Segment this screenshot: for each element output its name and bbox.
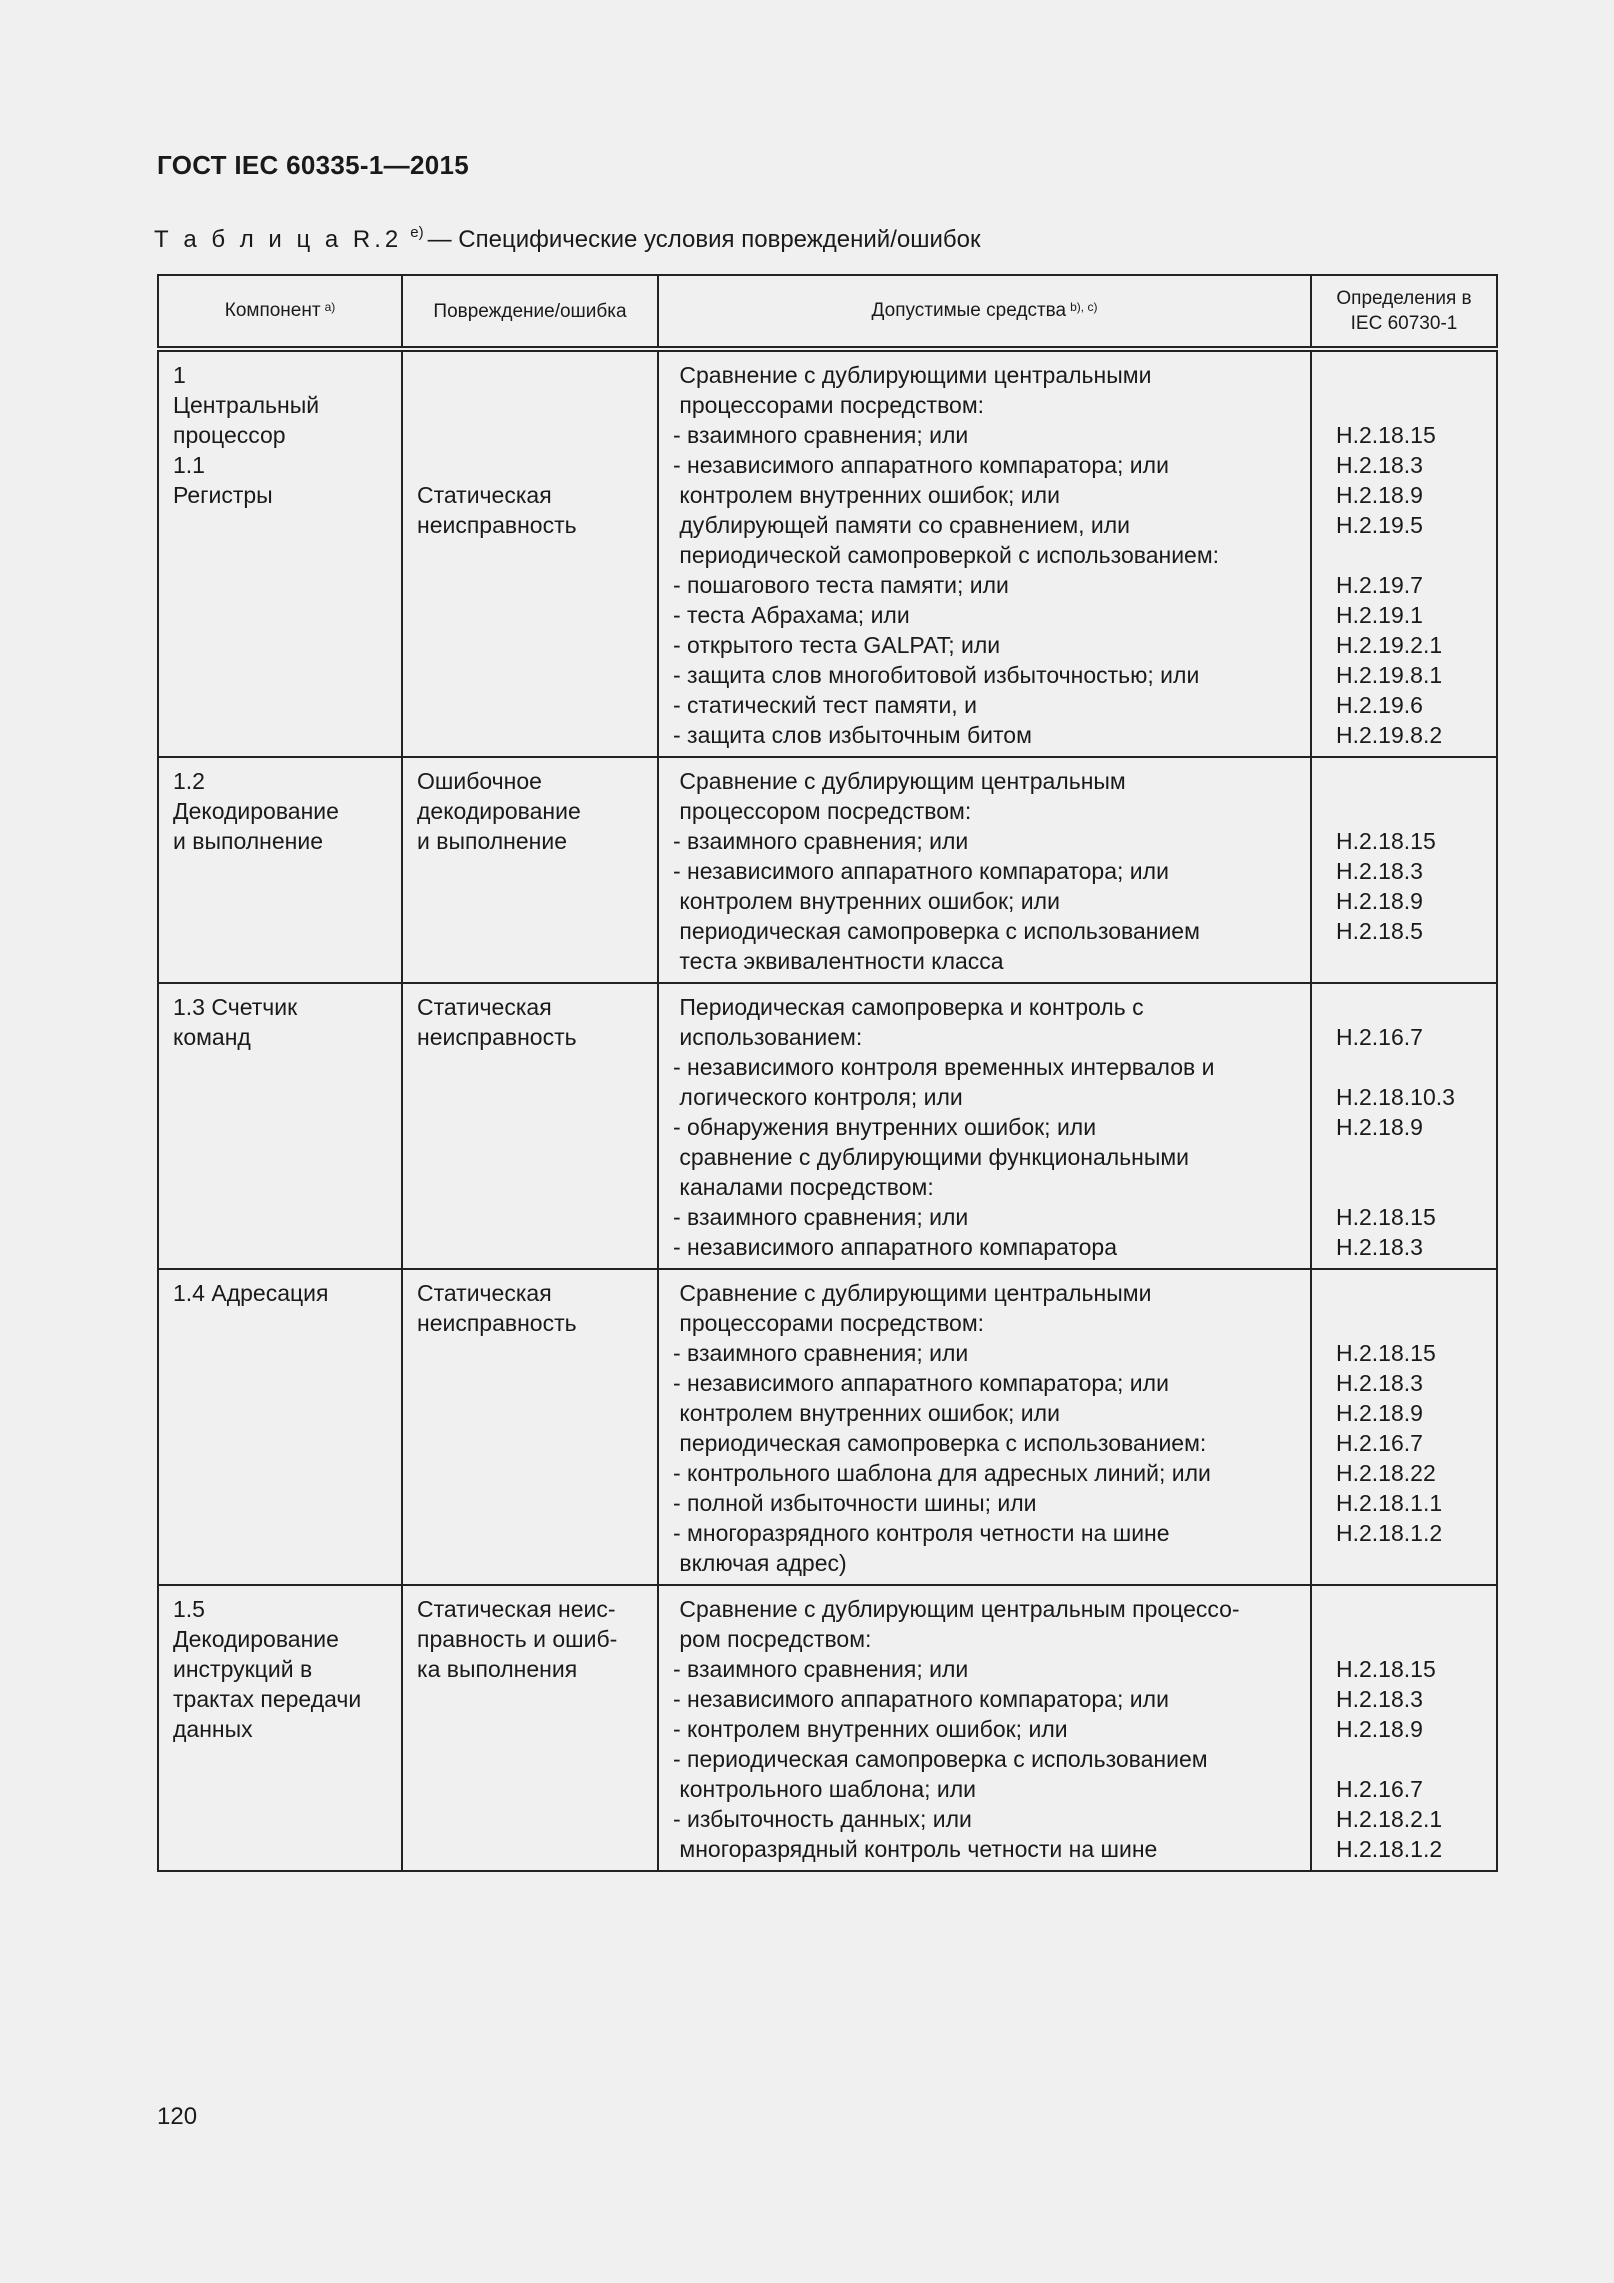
cell-line: Центральный	[173, 392, 320, 418]
table-caption-prefix: Т а б л и ц а R.2	[154, 226, 403, 253]
cell-definitions	[1311, 1269, 1497, 1585]
cell-line: H.2.18.1.2	[1336, 1836, 1443, 1862]
cell-fault	[402, 349, 658, 757]
cell-line: инструкций в	[173, 1656, 313, 1682]
cell-line: Периодическая самопроверка и контроль с	[673, 994, 1144, 1020]
cell-line: - контрольного шаблона для адресных линий; или	[673, 1460, 1211, 1486]
cell-line: теста эквивалентности класса	[673, 948, 1004, 974]
cell-line: 1.1	[173, 452, 205, 478]
cell-line: Статическая	[417, 994, 552, 1020]
cell-line: и выполнение	[173, 828, 323, 854]
cell-line: периодической самопроверкой с использованием:	[673, 542, 1220, 568]
cell-line	[1336, 946, 1482, 976]
cell-line: - обнаружения внутренних ошибок; или	[673, 1114, 1097, 1140]
cell-line: H.2.18.3	[1336, 858, 1423, 884]
cell-line: H.2.18.2.1	[1336, 1806, 1443, 1832]
cell-means	[658, 1269, 1311, 1585]
cell-line: - многоразрядного контроля четности на шине	[673, 1520, 1170, 1546]
table-row	[158, 757, 1497, 983]
cell-line: H.2.18.5	[1336, 918, 1423, 944]
cell-means	[658, 983, 1311, 1269]
cell-line	[1336, 992, 1482, 1022]
cell-line: и выполнение	[417, 828, 567, 854]
cell-line: 1.4 Адресация	[173, 1280, 329, 1306]
cell-line: H.2.16.7	[1336, 1776, 1423, 1802]
cell-line: - защита слов избыточным битом	[673, 722, 1032, 748]
table-row	[158, 983, 1497, 1269]
cell-line: H.2.18.9	[1336, 888, 1423, 914]
cell-line: - независимого аппаратного компаратора; или	[673, 452, 1169, 478]
cell-line: Сравнение с дублирующим центральным процессо-	[673, 1596, 1240, 1622]
cell-line	[1336, 1142, 1482, 1172]
cell-line: 1.3 Счетчик	[173, 994, 298, 1020]
header-definitions: Определения в IEC 60730-1	[1311, 275, 1497, 349]
cell-line: H.2.19.5	[1336, 512, 1423, 538]
cell-line: H.2.19.8.2	[1336, 722, 1443, 748]
cell-line: H.2.19.7	[1336, 572, 1423, 598]
cell-line: 1	[173, 362, 186, 388]
cell-line: H.2.18.22	[1336, 1460, 1436, 1486]
cell-line: каналами посредством:	[673, 1174, 934, 1200]
cell-line: - взаимного сравнения; или	[673, 1204, 969, 1230]
cell-line: - контролем внутренних ошибок; или	[673, 1716, 1068, 1742]
cell-definitions	[1311, 1585, 1497, 1871]
cell-line: H.2.18.3	[1336, 452, 1423, 478]
cell-line: H.2.18.9	[1336, 1400, 1423, 1426]
cell-line: Регистры	[173, 482, 273, 508]
cell-line: - полной избыточности шины; или	[673, 1490, 1037, 1516]
table-body	[158, 349, 1497, 1871]
cell-line	[1336, 390, 1482, 420]
cell-line: H.2.16.7	[1336, 1430, 1423, 1456]
header-component: Компонент $^{a)}$	[158, 275, 402, 349]
cell-component	[158, 1269, 402, 1585]
cell-fault	[402, 983, 658, 1269]
cell-definitions	[1311, 757, 1497, 983]
cell-line: процессорами посредством:	[673, 1310, 985, 1336]
cell-line: H.2.18.10.3	[1336, 1084, 1455, 1110]
cell-line: 1.5	[173, 1596, 205, 1622]
cell-fault	[402, 1585, 658, 1871]
table-caption-title: — Специфические условия повреждений/ошибок	[427, 226, 981, 253]
cell-line	[1336, 1278, 1482, 1308]
cell-line: - периодическая самопроверка с использованием	[673, 1746, 1208, 1772]
cell-line: Ошибочное	[417, 768, 542, 794]
cell-fault	[402, 757, 658, 983]
cell-line: - пошагового теста памяти; или	[673, 572, 1009, 598]
cell-line	[1336, 1624, 1482, 1654]
cell-line	[1336, 1172, 1482, 1202]
cell-line: неисправность	[417, 1024, 577, 1050]
cell-line: H.2.18.15	[1336, 422, 1436, 448]
cell-line: H.2.18.3	[1336, 1234, 1423, 1260]
cell-line: H.2.19.1	[1336, 602, 1423, 628]
cell-line: H.2.18.1.2	[1336, 1520, 1443, 1546]
cell-line: H.2.18.9	[1336, 1114, 1423, 1140]
cell-means	[658, 1585, 1311, 1871]
cell-line: правность и ошиб-	[417, 1626, 618, 1652]
header-fault: Повреждение/ошибка	[402, 275, 658, 349]
document-title: ГОСТ IEC 60335-1—2015	[157, 150, 469, 180]
cell-line: Декодирование	[173, 798, 339, 824]
cell-line: многоразрядный контроль четности на шине	[673, 1836, 1158, 1862]
cell-line: H.2.18.3	[1336, 1370, 1423, 1396]
cell-line: 1.2	[173, 768, 205, 794]
cell-component	[158, 349, 402, 757]
cell-line: H.2.18.3	[1336, 1686, 1423, 1712]
cell-line: использованием:	[673, 1024, 863, 1050]
cell-line: - избыточность данных; или	[673, 1806, 972, 1832]
cell-line: - теста Абрахама; или	[673, 602, 910, 628]
cell-line	[417, 450, 643, 480]
cell-line: Статическая неис-	[417, 1596, 616, 1622]
cell-line: - статический тест памяти, и	[673, 692, 977, 718]
cell-line: - взаимного сравнения; или	[673, 828, 969, 854]
cell-line: H.2.18.15	[1336, 1340, 1436, 1366]
table-row	[158, 349, 1497, 757]
cell-line: H.2.18.1.1	[1336, 1490, 1443, 1516]
cell-line: H.2.19.8.1	[1336, 662, 1443, 688]
page-number: 120	[157, 2103, 198, 2130]
cell-line	[1336, 1308, 1482, 1338]
cell-line: H.2.18.9	[1336, 482, 1423, 508]
cell-component	[158, 983, 402, 1269]
cell-line: Сравнение с дублирующими центральными	[673, 1280, 1152, 1306]
header-means: Допустимые средства $^{b), c)}$	[658, 275, 1311, 349]
cell-line	[1336, 1594, 1482, 1624]
cell-line: контролем внутренних ошибок; или	[673, 482, 1060, 508]
cell-fault	[402, 1269, 658, 1585]
cell-line	[417, 390, 643, 420]
cell-line: H.2.18.9	[1336, 1716, 1423, 1742]
cell-line: - взаимного сравнения; или	[673, 1340, 969, 1366]
cell-line: - открытого теста GALPAT; или	[673, 632, 1001, 658]
cell-line: - взаимного сравнения; или	[673, 422, 969, 448]
cell-line: H.2.19.2.1	[1336, 632, 1443, 658]
cell-line: - независимого аппаратного компаратора; или	[673, 1370, 1169, 1396]
cell-line: процессорами посредством:	[673, 392, 985, 418]
table-row	[158, 1269, 1497, 1585]
cell-line: дублирующей памяти со сравнением, или	[673, 512, 1131, 538]
cell-line	[1336, 766, 1482, 796]
cell-component	[158, 1585, 402, 1871]
table-caption	[154, 226, 980, 254]
cell-line: Статическая	[417, 1280, 552, 1306]
cell-line: периодическая самопроверка с использованием	[673, 918, 1200, 944]
cell-line: H.2.18.15	[1336, 1656, 1436, 1682]
cell-line: H.2.16.7	[1336, 1024, 1423, 1050]
cell-line: H.2.18.15	[1336, 828, 1436, 854]
cell-line: Статическая	[417, 482, 552, 508]
cell-line	[417, 420, 643, 450]
cell-definitions	[1311, 349, 1497, 757]
cell-line: - независимого контроля временных интервалов и	[673, 1054, 1215, 1080]
cell-line: ром посредством:	[673, 1626, 872, 1652]
cell-line: команд	[173, 1024, 251, 1050]
cell-line: декодирование	[417, 798, 581, 824]
cell-means	[658, 757, 1311, 983]
cell-line: трактах передачи	[173, 1686, 362, 1712]
cell-line: неисправность	[417, 1310, 577, 1336]
table-header-row	[158, 275, 1497, 349]
cell-line: - независимого аппаратного компаратора; или	[673, 858, 1169, 884]
cell-line: H.2.18.15	[1336, 1204, 1436, 1230]
cell-line: контролем внутренних ошибок; или	[673, 888, 1060, 914]
spec-table	[157, 274, 1498, 1872]
cell-line	[1336, 796, 1482, 826]
cell-line: Сравнение с дублирующим центральным	[673, 768, 1126, 794]
cell-line: логического контроля; или	[673, 1084, 963, 1110]
cell-line	[1336, 360, 1482, 390]
cell-line	[417, 360, 643, 390]
cell-line	[1336, 1052, 1482, 1082]
cell-line: процессор	[173, 422, 286, 448]
table-caption-note: e)	[410, 224, 424, 241]
cell-line: данных	[173, 1716, 253, 1742]
cell-line: периодическая самопроверка с использованием:	[673, 1430, 1207, 1456]
cell-line: ка выполнения	[417, 1656, 578, 1682]
cell-line: неисправность	[417, 512, 577, 538]
cell-line: сравнение с дублирующими функциональными	[673, 1144, 1190, 1170]
cell-component	[158, 757, 402, 983]
cell-line: - защита слов многобитовой избыточностью; или	[673, 662, 1200, 688]
cell-definitions	[1311, 983, 1497, 1269]
cell-line: Декодирование	[173, 1626, 339, 1652]
cell-means	[658, 349, 1311, 757]
cell-line: контролем внутренних ошибок; или	[673, 1400, 1060, 1426]
cell-line	[1336, 540, 1482, 570]
cell-line	[1336, 1548, 1482, 1578]
table-row	[158, 1585, 1497, 1871]
cell-line: - независимого аппаратного компаратора; или	[673, 1686, 1169, 1712]
cell-line: - независимого аппаратного компаратора	[673, 1234, 1118, 1260]
cell-line: Сравнение с дублирующими центральными	[673, 362, 1152, 388]
cell-line: H.2.19.6	[1336, 692, 1423, 718]
cell-line	[1336, 1744, 1482, 1774]
cell-line: контрольного шаблона; или	[673, 1776, 977, 1802]
cell-line: процессором посредством:	[673, 798, 972, 824]
cell-line: - взаимного сравнения; или	[673, 1656, 969, 1682]
cell-line: включая адрес)	[673, 1550, 847, 1576]
